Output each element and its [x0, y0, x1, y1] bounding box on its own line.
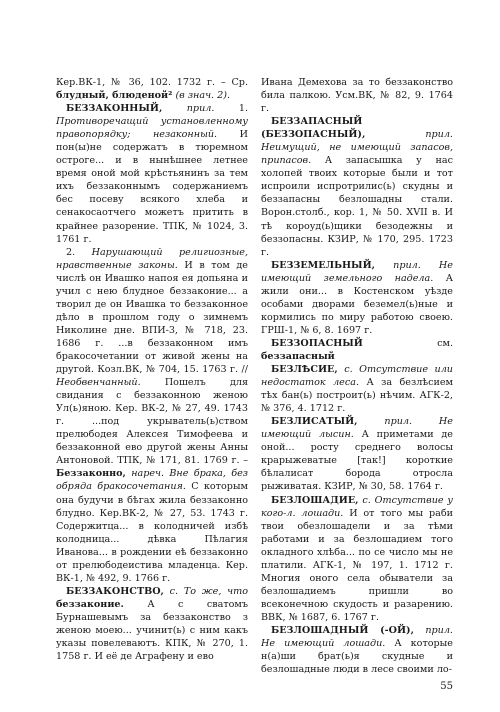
entry-text [358, 416, 385, 427]
entry-paragraph [261, 115, 453, 259]
entry-text: А запасышка у нас холопей твоих которые были и тот испроили испротрилис(ь) скудны и беззапасны безлошадны стали. Ворон.столб., кор. 1, № 50. XVII в. И тѣ короуд(ь)щики безодежны и беззопасны. КЗИР, № 170, 295. 1723 г. [261, 155, 453, 258]
entry-text: Кер.ВК-1, № 36, 102. 1732 г. – Ср. [56, 77, 248, 88]
definition-text: прил. Не имеющий лошади. [261, 624, 453, 650]
definition-text: с. Отсутствие или недостаток леса. [261, 364, 453, 389]
definition-text: нареч. Вне брака, без обряда бракосочетания. [56, 468, 248, 493]
entry-text: И от того мы раби твои обезлошадели и за тѣми работами и за безлошадием того окладного хлѣба... по се число мы не платили. АГК-1, № 197, 1. 1712 г. Многия оного села обыватели за безлошадиемъ пришли во всеконечною скудость и разарению. ВВК, № 1687, 6. 1767 г. [261, 507, 453, 623]
entry-paragraph [261, 76, 453, 115]
headword: БЕЗЗАПАСНЫЙ (БЕЗЗОПАСНЫЙ), [261, 116, 366, 141]
entry-text: см. [362, 337, 453, 349]
headword: БЕЗЛОШАДНЫЙ (-ОЙ), [271, 624, 414, 636]
definition-text: с. То же, что [169, 585, 248, 597]
definition-text: прил. Неимущий, не имеющий запасов, припасов. [261, 129, 453, 167]
headword: БЕЗЗАКОНСТВО, [66, 585, 164, 597]
entry-text: И в том де числѣ он Ивашко напоя ея допьяна и учил с нею блудное беззаконие... а творил де он Ивашка то беззаконное дѣло в прошлом году о зимнемъ Николине дне. ВПИ-3, № 718, 23. 1686 г. ...в беззаконном имъ бракосочетании от живой жены на другой. Козл.ВК, № 704, 15. 1763 г. // [56, 259, 248, 376]
entry-text [162, 103, 186, 114]
definition-text: с. Отсутствие у кого-л. лошади. [261, 494, 453, 519]
entry-paragraph [261, 415, 453, 493]
headword: БЕЗЛИСАТЫЙ, [271, 416, 358, 428]
entry-paragraph [261, 337, 453, 363]
entry-text: Пошелъ для свидания с беззаконною женою Ул(ь)яною. Кер. ВК-2, № 27, 49. 1743 г. ...под укрыватель(ь)ством прелюбодея Алексея Тимофеева и беззаконной ево другой жены Анны Антоновой. ТПК, № 171, 81. 1769 г. – [56, 377, 248, 467]
headword: блудный, блюденой² [56, 90, 173, 102]
entry-text: А за безлѣсием тѣх бан(ь) построит(ь) нѣчим. АГК-2, № 376, 4. 1712 г. [261, 377, 454, 415]
headword: БЕЗЛОШАДИЕ, [271, 494, 359, 506]
left-column [56, 76, 248, 663]
definition-text: прил. [186, 103, 215, 115]
entry-text [375, 260, 393, 271]
definition-text: (в знач. 2). [175, 90, 231, 102]
headword: БЕЗЗОПАСНЫЙ [271, 337, 363, 349]
entry-paragraph [56, 585, 248, 663]
headword: БЕЗЗЕМЕЛЬНЫЙ, [271, 259, 375, 271]
entry-text [365, 129, 425, 140]
page-number: 55 [440, 681, 453, 692]
definition-text: прил. Не имеющий лысин. [261, 416, 453, 441]
headword: Беззаконно, [56, 468, 126, 480]
entry-text [414, 625, 425, 636]
entry-paragraph [56, 246, 248, 585]
definition-text: Необвенчанный. [56, 377, 141, 389]
entry-text: А которые н(а)ши брат(ь)я скудные и безлошадные люди в лесе своими ло- [261, 638, 453, 676]
entry-text: А приметами де оной... росту среднего волосы крарыжеватые [так!] короткие бѣлалисат борода отросла рыживатая. КЗИР, № 30, 58. 1764 г. [261, 429, 453, 493]
entry-text: И пон(ы)не содержатъ в тюремном остроге... и в нынѣшнее летнее время оной мой крѣстьянинъ за тем ихъ беззаконнымъ содержаниемъ бес посеву всякого хлеба и сенакосаотчего можетъ притить в крайнее разорение. ТПК, № 1024, 3. 1761 г. [56, 129, 248, 245]
headword: беззаконие. [56, 598, 124, 610]
headword: БЕЗЗАКОННЫЙ, [66, 103, 163, 115]
entry-paragraph [261, 259, 453, 337]
headword: БЕЗЛѢСИЕ, [271, 364, 338, 376]
entry-text: 2. [66, 246, 92, 258]
entry-paragraph [261, 363, 453, 415]
entry-text: С которым она будучи в бѣгах жила беззаконно блудно. Кер.ВК-2, № 27, 53. 1743 г. Содержитца... в колодничей избѣ колодница... дѣвка Пѣлагия Иванова... в рождении еѣ беззаконно от прелюбодеистива младенца. Кер. ВК-1, № 492, 9. 1766 г. [56, 481, 248, 584]
entry-text: А с сватомъ Бурнашевымъ за беззаконство з женою моею... учинит(ь) с ним какъ указы повелеваютъ. КПК, № 270, 1. 1758 г. И её де Аграфену и ево [56, 598, 248, 663]
entry-paragraph [261, 494, 453, 624]
entry-paragraph [56, 76, 248, 102]
entry-paragraph [56, 102, 248, 246]
entry-paragraph [261, 624, 453, 676]
entry-text: 1. [214, 103, 248, 115]
definition-text: Противоречащий установленному правопорядку; незаконный. [56, 116, 248, 141]
entry-text: Ивана Демехова за то беззаконство била палкою. Усм.ВК, № 82, 9. 1764 г. [261, 77, 453, 115]
definition-text: Нарушающий религиозные, нравственные законы. [56, 246, 249, 271]
right-column [261, 76, 453, 676]
headword: беззапасный [261, 350, 335, 362]
entry-text: А жили они... в Костенском уѣзде особами дворами беземел(ь)ные и кормились по миру работою своею. ГРШ-1, № 6, 8. 1697 г. [261, 272, 453, 336]
definition-text: прил. Не имеющий земельного надела. [261, 259, 453, 284]
